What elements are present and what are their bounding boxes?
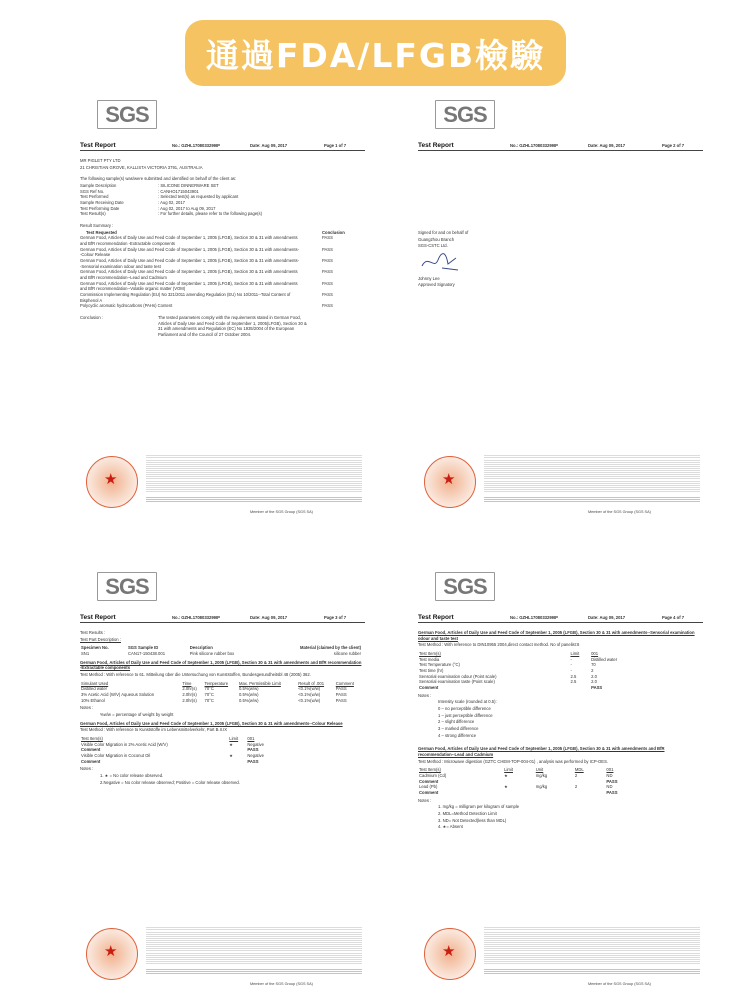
note-text: Intensity scale (rounded at 0.5): <box>438 699 497 705</box>
member-text: Member of the SGS Group (SGS SA) <box>588 982 651 986</box>
result-row <box>80 247 362 258</box>
table-cell: Sensorial examination taste (Point scale) <box>419 679 495 685</box>
notes-label: Notes : <box>418 692 432 698</box>
report-page-4 <box>410 572 710 996</box>
result-test: Commission Implementing Regulation (EU) No 321/2011 amending Regulation (EU) No 10/2011--Total Content of Bisphenol A <box>80 292 291 303</box>
title-banner <box>185 20 566 86</box>
report-body <box>80 158 362 338</box>
col-header: Time <box>182 680 192 686</box>
table-cell: Distilled water <box>591 656 618 662</box>
table-cell: Sensorial examination odour (Point scale) <box>419 673 497 679</box>
client-address: 21 CHRISTIAN GROVE, KALLISTA VICTORIA 3791, AUSTRALIA <box>80 164 203 170</box>
field-value: : Aug 02, 2017 to Aug 09, 2017 <box>158 205 216 211</box>
col-test: Test Requested <box>86 229 117 235</box>
col-header: Comment <box>335 680 354 686</box>
conclusion-block <box>80 315 362 338</box>
section-heading: German Food, Articles of Daily Use and Feed Code of September 1, 2005 (LFGB), Section 30 & 31 with amendments and BfR recommendation--Lead and Cadmium <box>418 746 665 758</box>
signatory-name: Johnny Lee <box>418 275 440 281</box>
report-header <box>80 142 365 151</box>
col-header: Max. Permissible Limit <box>238 680 281 686</box>
page-label: Page 4 of 7 <box>662 615 685 620</box>
notes-label: Notes : <box>418 797 432 803</box>
table-cell: 2 <box>591 668 594 674</box>
table-cell: Test Temperature (°C) <box>419 662 460 668</box>
table-cell: 2.0hr(s) <box>182 692 197 698</box>
note-text: 1 – just perceptible difference <box>438 712 493 718</box>
table-cell: ND <box>606 773 613 779</box>
report-title: Test Report <box>418 614 454 621</box>
table-cell: 10% Ethanol <box>81 697 105 703</box>
table-cell: PASS <box>606 790 618 796</box>
note-text: 2 – slight difference <box>438 719 475 725</box>
metals-table <box>418 767 644 795</box>
result-conclusion: PASS <box>322 235 333 241</box>
test-method: Test Method : Microwave digestion (GZTC CHEM-TOP-004-01) , analysis was performed by ICP-OES. <box>418 758 609 764</box>
col-header: Test Item(s) <box>419 651 441 657</box>
result-conclusion: PASS <box>322 269 333 275</box>
note-text: 0 – no perceptible difference <box>438 706 491 712</box>
col-header: Result of .001 <box>298 680 325 686</box>
table-cell: Comment <box>81 747 101 753</box>
field-value: : CANHO1715043901 <box>158 188 199 194</box>
field-label: Sample Description <box>80 183 117 189</box>
result-test: German Food, Articles of Daily Use and Feed Code of September 1, 2005 (LFGB), Section 30 & 31 with amendments and BfR recommendation--Lead and Cadmium <box>80 269 298 281</box>
col-header: 001 <box>591 651 599 657</box>
report-date: Date: Aug 09, 2017 <box>250 615 288 620</box>
report-header <box>80 614 365 623</box>
result-test: German Food, Articles of Daily Use and Feed Code of September 1, 2005 (LFGB), Section 30 & 31 with amendments--Colour Release <box>80 246 300 258</box>
field-row <box>80 211 362 217</box>
table-cell: SN1 <box>81 651 90 657</box>
test-method: Test Method : With reference to Kunststoffe im Lebensmittelverkehr, Part B.II.IX <box>80 727 228 733</box>
table-row <box>80 698 362 704</box>
result-summary-label: Result Summary : <box>80 223 114 229</box>
note-text: 4. ★= Absent <box>438 824 463 830</box>
table-cell: <0.1%(w/w) <box>298 697 321 703</box>
signed-line: Guangzhou Branch <box>418 236 455 242</box>
col-header: Unit <box>535 767 544 773</box>
section-heading: German Food, Articles of Daily Use and Feed Code of September 1, 2005 (LFGB), Section 30 & 31 with amendments--Sensorial examination odour and taste test <box>418 630 695 641</box>
conclusion-label: Conclusion : <box>80 315 104 321</box>
table-cell: 0.5%(w/w) <box>238 686 259 692</box>
table-cell: Comment <box>419 790 439 796</box>
table-cell: ★ <box>504 784 508 790</box>
member-text: Member of the SGS Group (SGS SA) <box>588 510 651 514</box>
table-cell <box>574 790 606 796</box>
col-header: MDL <box>574 767 584 773</box>
table-cell: - <box>570 668 572 674</box>
test-method: Test Method : With reference to DIN10955 2004,direct contact method. No of panelist:6 <box>418 642 580 648</box>
table-cell: 3% Acetic Acid (W/V) Aqueous Solution <box>81 692 155 698</box>
sgs-logo: SGS <box>97 572 157 601</box>
test-part-label: Test Part Description : <box>80 636 121 642</box>
table-cell: silicone rubber <box>333 651 361 657</box>
report-footer <box>80 450 365 524</box>
signed-line: SGS-CSTC Ltd. <box>418 243 448 249</box>
fine-print <box>146 454 362 492</box>
table-cell: 2.0 <box>591 673 597 679</box>
col-header: Temperature <box>204 680 229 686</box>
table-row <box>418 685 644 691</box>
conclusion-text: The tested parameters comply with the requirements stated in German Food, Articles of Daily Use and Feed Code of September 1, 2005(LFGB), Section 30 & 31 with amendments and Regulation (EC) No 1935/2004 of the European Parliament and of the Council of 27 October 2004. <box>158 315 307 338</box>
table-cell: - <box>570 662 572 668</box>
table-cell <box>503 790 535 796</box>
table-cell: ★ <box>504 773 508 779</box>
table-cell: mg/kg <box>535 784 548 790</box>
report-page-2 <box>410 100 710 524</box>
note-text: 4 – strong difference <box>438 732 477 738</box>
result-row <box>80 269 362 280</box>
report-number: No.: GZHL1708033299IP <box>510 615 558 620</box>
test-results-label: Test Results : <box>80 630 106 635</box>
signature-block <box>418 230 468 289</box>
table-cell <box>569 685 590 691</box>
note-text: 1. ★ = No color release observed. <box>100 773 164 779</box>
table-cell: PASS <box>247 758 259 764</box>
intro-text: The following sample(s) was/were submitted and identified on behalf of the client as: <box>80 176 237 182</box>
report-number: No.: GZHL1708033299IP <box>172 143 220 148</box>
table-cell: Lead (Pb) <box>419 784 438 790</box>
report-page-3 <box>72 572 372 996</box>
field-label: Test Performed <box>80 194 109 200</box>
col-header: Limit <box>229 736 239 742</box>
table-cell: PASS <box>247 747 259 753</box>
seal-stamp-icon: ★ <box>86 928 138 980</box>
fine-print <box>484 926 700 964</box>
result-conclusion: PASS <box>322 280 333 286</box>
table-cell: 70 <box>591 662 596 668</box>
sensorial-table <box>418 651 644 691</box>
col-header: Test Item(s) <box>81 736 103 742</box>
note-text: 3 – marked difference <box>438 726 479 732</box>
note-text: 2.Negative = No color release observed; Positive = Color release observed. <box>100 779 240 785</box>
table-cell: PASS <box>335 697 347 703</box>
table-cell: ★ <box>229 753 234 759</box>
field-label: SGS Ref No. <box>80 188 105 194</box>
report-date: Date: Aug 09, 2017 <box>588 143 626 148</box>
table-cell: Visible Color Migration in 2% Acetic Acid (W/V) <box>81 741 168 747</box>
section-heading: German Food, Articles of Daily Use and Feed Code of September 1, 2005 (LFGB), Section 30 & 31 with amendments and BfR recommendation -Extractable components <box>80 659 362 671</box>
table-cell: Comment <box>81 758 101 764</box>
seal-stamp-icon: ★ <box>424 456 476 508</box>
table-cell: Comment <box>419 685 439 691</box>
table-cell: <0.1%(w/w) <box>298 692 321 698</box>
table-cell: 70°C <box>204 686 214 692</box>
sgs-logo: SGS <box>97 100 157 129</box>
field-value: : SILICONE DINNERWARE SET <box>158 183 219 189</box>
field-value: : Aug 02, 2017 <box>158 200 186 206</box>
table-row <box>80 759 277 765</box>
report-title: Test Report <box>80 614 116 621</box>
report-page-1 <box>72 100 372 524</box>
table-cell: Negative <box>247 753 264 759</box>
report-number: No.: GZHL1708033299IP <box>172 615 220 620</box>
table-cell: PASS <box>335 686 347 692</box>
report-footer <box>418 450 703 524</box>
result-test: Polycyclic aromatic hydrocarbons (PAHs) Content <box>80 303 173 309</box>
table-cell: mg/kg <box>535 773 548 779</box>
table-cell: 2 <box>574 773 578 779</box>
section-heading: German Food, Articles of Daily Use and Feed Code of September 1, 2005 (LFGB), Section 30 & 31 with amendments--Colour Release <box>80 720 343 726</box>
col-header: Specimen No. <box>81 645 109 651</box>
report-title: Test Report <box>80 142 116 149</box>
table-cell: ★ <box>229 741 234 747</box>
report-body <box>80 630 362 786</box>
address-lines <box>484 496 700 502</box>
col-header: SGS Sample ID <box>128 645 159 651</box>
result-test: German Food, Articles of Daily Use and Feed Code of September 1, 2005 (LFGB), Section 30 & 31 with amendments and BfR recommendation--Volatile organic matter (VOM) <box>80 280 298 292</box>
table-cell: PASS <box>606 778 618 784</box>
table-cell <box>535 790 574 796</box>
result-conclusion: PASS <box>322 292 333 298</box>
report-footer <box>418 922 703 996</box>
table-cell: Visible Color Migration in Coconut Oil <box>81 753 151 759</box>
col-header: Material (claimed by the client) <box>300 645 361 651</box>
table-cell: Distilled water <box>81 686 108 692</box>
report-footer <box>80 922 365 996</box>
member-text: Member of the SGS Group (SGS SA) <box>250 510 313 514</box>
extractable-table <box>80 681 362 704</box>
result-row <box>80 235 362 246</box>
field-label: Test Performing Date <box>80 205 120 211</box>
report-date: Date: Aug 09, 2017 <box>250 143 288 148</box>
table-cell: 0.5%(w/w) <box>238 697 259 703</box>
field-value: : For further details, please refer to the following page(s) <box>158 211 263 217</box>
page-label: Page 3 of 7 <box>324 615 347 620</box>
col-header: Description <box>189 645 213 651</box>
field-label: Test Result(s) <box>80 211 106 217</box>
result-row <box>80 303 362 309</box>
page-label: Page 2 of 7 <box>662 143 685 148</box>
table-cell: PASS <box>335 692 347 698</box>
table-cell: <0.1%(w/w) <box>298 686 321 692</box>
table-cell: 2.0hr(s) <box>182 686 197 692</box>
result-row <box>80 258 362 269</box>
col-header: 001 <box>247 736 255 742</box>
table-cell: Cadmium (Cd) <box>419 773 447 779</box>
report-title: Test Report <box>418 142 454 149</box>
table-cell: Test time (hr) <box>419 668 444 674</box>
field-value: : Selected test(s) as requested by applicant <box>158 194 239 200</box>
signed-line: Signed for and on behalf of <box>418 230 469 235</box>
table-cell: CAN17-150438.001 <box>128 651 166 657</box>
table-cell: 2.5 <box>570 679 577 685</box>
table-cell: 70°C <box>204 697 214 703</box>
table-cell: 2.5 <box>570 673 577 679</box>
fine-print <box>484 454 700 492</box>
col-header: 001 <box>606 767 614 773</box>
table-cell: 2 <box>574 784 578 790</box>
colour-table <box>80 736 277 764</box>
table-cell: 0.5%(w/w) <box>238 692 259 698</box>
notes-label: Notes : <box>80 705 94 711</box>
table-cell: 70°C <box>204 692 214 698</box>
seal-stamp-icon: ★ <box>424 928 476 980</box>
table-cell: Pink silicone rubber box <box>189 651 235 657</box>
notes-label: Notes : <box>80 766 94 772</box>
sgs-logo: SGS <box>435 572 495 601</box>
table-cell <box>228 759 246 765</box>
report-header <box>418 142 703 151</box>
report-header <box>418 614 703 623</box>
page-label: Page 1 of 7 <box>324 143 347 148</box>
note-text: %w/w = percentage of weight by weight <box>100 712 174 718</box>
table-row <box>418 790 644 796</box>
note-text: 3. ND= Not Detected(less than MDL) <box>438 817 507 823</box>
signatory-role: Approved Signatory <box>418 282 455 288</box>
result-row <box>80 281 362 292</box>
test-method: Test Method : With reference to 61. Mitteilung über die Untersuchung von Kunststoffen, Bundesgesundheitsbl 48 (2005) 362. <box>80 672 311 678</box>
table-cell: Test media <box>419 656 440 662</box>
result-conclusion: PASS <box>322 246 333 252</box>
col-header: Simulant Used <box>81 680 109 686</box>
result-test: German Food, Articles of Daily Use and Feed Code of September 1, 2005 (LFGB), Section 30 & 31 with amendments and BfR recommendation -Extractable components <box>80 235 298 247</box>
report-body <box>418 630 700 831</box>
col-header: Test Item(s) <box>419 767 441 773</box>
result-conclusion: PASS <box>322 258 333 264</box>
client-name: MR PIGLET PTY LTD <box>80 158 121 163</box>
table-cell: Negative <box>247 741 264 747</box>
table-cell: Comment <box>419 778 439 784</box>
table-cell: 2.0hr(s) <box>182 697 197 703</box>
sgs-logo: SGS <box>435 100 495 129</box>
address-lines <box>484 968 700 974</box>
banner-title: 通過FDA/LFGB檢驗 <box>205 35 546 75</box>
member-text: Member of the SGS Group (SGS SA) <box>250 982 313 986</box>
col-header: Limit <box>504 767 514 773</box>
col-conclusion: Conclusion <box>322 229 345 235</box>
note-text: 2. MDL=Method Detection Limit <box>438 811 497 817</box>
address-lines <box>146 968 362 974</box>
note-text: 1. mg/kg = milligram per kilogram of sample <box>438 804 520 810</box>
specimen-table <box>80 645 362 656</box>
result-row <box>80 292 362 303</box>
col-header: Limit <box>570 651 580 657</box>
result-conclusion: PASS <box>322 303 333 309</box>
signature-icon <box>418 250 462 274</box>
table-cell: - <box>570 656 572 662</box>
result-test: German Food, Articles of Daily Use and Feed Code of September 1, 2005 (LFGB), Section 30 & 31 with amendments--Sensorial examination odour and taste test <box>80 258 300 269</box>
field-label: Sample Receiving Date <box>80 200 124 206</box>
report-date: Date: Aug 09, 2017 <box>588 615 626 620</box>
table-cell: PASS <box>591 685 603 691</box>
seal-stamp-icon: ★ <box>86 456 138 508</box>
address-lines <box>146 496 362 502</box>
fine-print <box>146 926 362 964</box>
report-number: No.: GZHL1708033299IP <box>510 143 558 148</box>
table-cell: 2.0 <box>591 679 597 685</box>
table-cell: ND <box>606 784 613 790</box>
